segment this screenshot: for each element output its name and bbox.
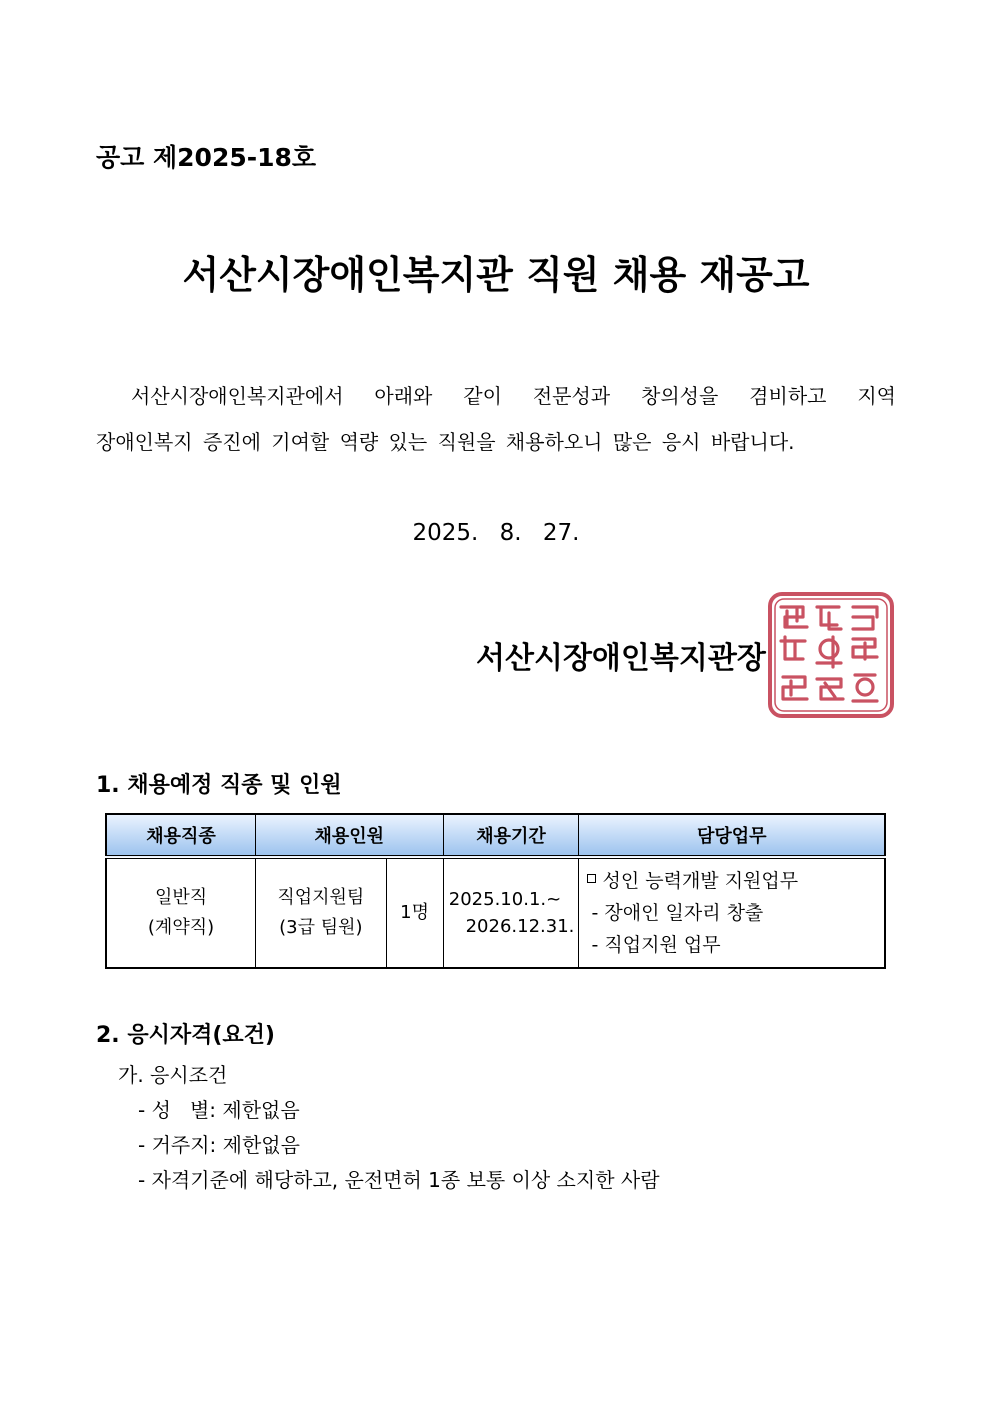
recruitment-table [105,813,886,969]
duty-main: 성인 능력개발 지원업무 [587,865,884,897]
intro-paragraph [96,373,896,465]
duty-sub: - 장애인 일자리 창출 [591,902,764,924]
header-job-type: 채용직종 [106,814,256,857]
table-row [106,857,885,968]
intro-line-2: 장애인복지 증진에 기여할 역량 있는 직원을 채용하오니 많은 응시 바랍니다. [96,430,795,454]
section-2-heading: 2. 응시자격(요건) [96,1023,275,1048]
cell-period: 2025.10.1.~ 2026.12.31. [443,857,579,968]
document-title: 서산시장애인복지관 직원 채용 재공고 [182,253,810,297]
header-headcount: 채용인원 [256,814,443,857]
notice-number: 공고 제2025-18호 [96,143,317,172]
list-item: - 거주지: 제한없음 [138,1133,300,1157]
cell-job-type: 일반직 (계약직) [106,857,256,968]
section-1-heading: 1. 채용예정 직종 및 인원 [96,773,342,798]
notice-date: 2025. 8. 27. [412,520,580,546]
cell-team: 직업지원팀 (3급 팀원) [256,857,387,968]
qualifications-list [118,1058,660,1198]
official-seal-icon [767,591,895,719]
table-header-row [106,814,885,857]
intro-line-1: 서산시장애인복지관에서 아래와 같이 전문성과 창의성을 겸비하고 지역 [131,384,896,408]
header-duties: 담당업무 [579,814,885,857]
square-bullet-icon [587,874,596,883]
signatory: 서산시장애인복지관장 [476,641,766,676]
list-item: - 자격기준에 해당하고, 운전면허 1종 보통 이상 소지한 사람 [138,1168,660,1192]
duty-sub: - 직업지원 업무 [591,934,721,956]
sub-heading: 가. 응시조건 [118,1063,228,1087]
cell-headcount: 1명 [386,857,443,968]
header-period: 채용기간 [443,814,579,857]
cell-duties [579,857,885,968]
list-item: - 성 별: 제한없음 [138,1098,300,1122]
